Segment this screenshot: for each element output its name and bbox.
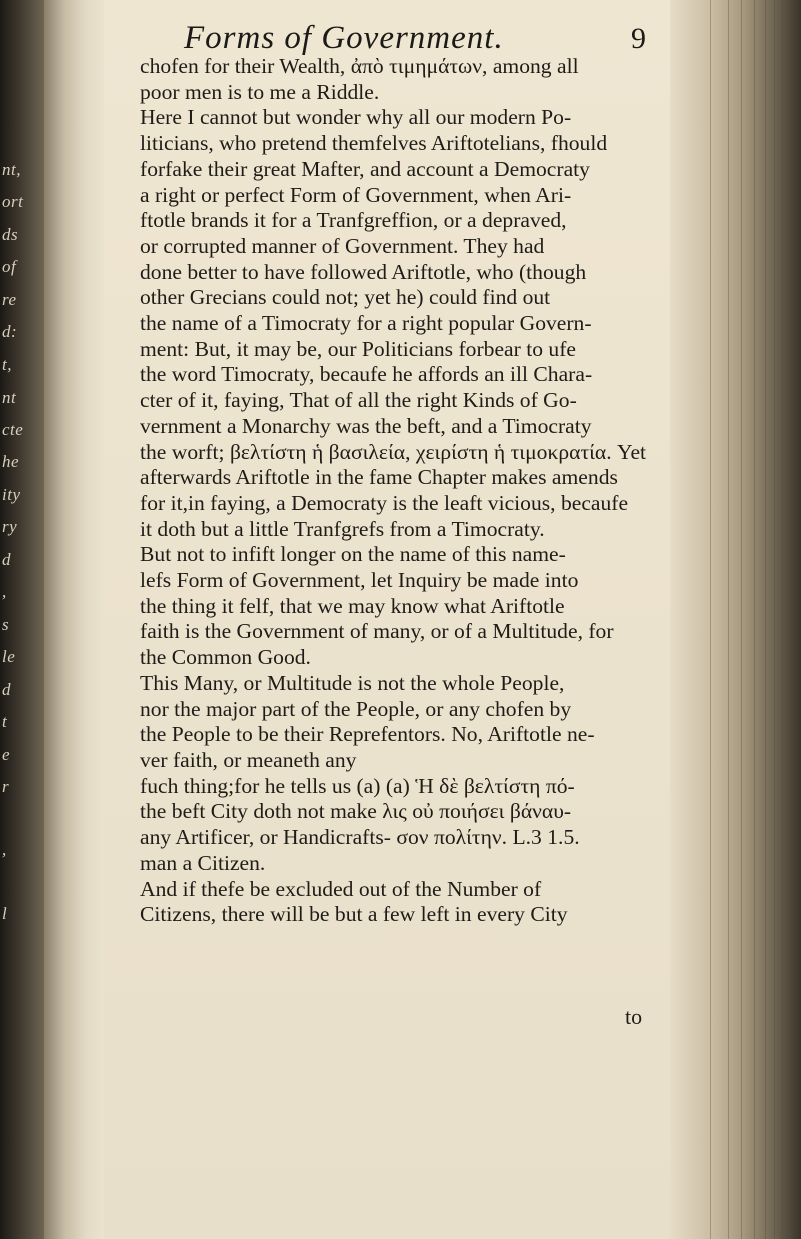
text-line: the thing it felf, that we may know what Ariftotle <box>140 593 565 618</box>
adjacent-page-fragment: ity <box>2 485 21 504</box>
text-line: forfake their great Mafter, and account a Democraty <box>140 156 590 181</box>
adjacent-page-fragment: nt <box>2 388 17 407</box>
text-line: And if thefe be excluded out of the Number of <box>140 876 542 901</box>
text-line: done better to have followed Ariftotle, who (though <box>140 259 587 284</box>
text-line: the word Timocraty, becaufe he affords an ill Chara- <box>140 362 593 387</box>
adjacent-page-fragment: d <box>2 680 11 699</box>
text-line: Citizens, there will be but a few left in every City <box>140 902 568 927</box>
text-line: the beft City doth not make λις οὐ ποιήσει βάναυ- <box>140 799 572 824</box>
adjacent-page-fragment: s <box>2 615 10 634</box>
adjacent-page-edge <box>0 0 44 1239</box>
text-line: other Grecians could not; yet he) could find out <box>140 285 551 310</box>
adjacent-page-fragment: d: <box>2 322 18 341</box>
text-line: man a Citizen. <box>140 850 266 875</box>
text-line: faith is the Government of many, or of a Multitude, for <box>140 619 614 644</box>
page-number: 9 <box>631 22 646 55</box>
text-line: a right or perfect Form of Government, when Ari- <box>140 182 572 207</box>
running-head: Forms of Government. <box>184 20 504 56</box>
book-gutter <box>44 0 104 1239</box>
text-line: the worft; βελτίστη ἡ βασιλεία, χειρίστη ἡ τιμοκρατία. Yet <box>140 439 647 464</box>
adjacent-page-fragment: t <box>2 712 8 731</box>
text-line: any Artificer, or Handicrafts- σον πολίτην. L.3 1.5. <box>140 825 580 850</box>
text-line: or corrupted manner of Government. They had <box>140 233 545 258</box>
text-line: fuch thing;for he tells us (a) (a) Ἡ δὲ βελτίστη πό- <box>140 773 575 798</box>
body-text <box>140 54 660 928</box>
page-edge-stack <box>670 0 801 1239</box>
text-line: liticians, who pretend themfelves Ariftotelians, fhould <box>140 131 608 156</box>
adjacent-page-fragment: r <box>2 777 10 796</box>
adjacent-page-fragment: t, <box>2 355 12 374</box>
text-line: nor the major part of the People, or any chofen by <box>140 696 572 721</box>
adjacent-page-fragment: ds <box>2 225 19 244</box>
adjacent-page-fragment: e <box>2 745 11 764</box>
adjacent-page-fragment: l <box>2 904 8 923</box>
text-line: poor men is to me a Riddle. <box>140 79 380 104</box>
text-line: chofen for their Wealth, ἀπὸ τιμημάτων, among all <box>140 54 579 78</box>
adjacent-page-fragment: , <box>2 840 7 859</box>
text-line: vernment a Monarchy was the beft, and a Timocraty <box>140 413 592 438</box>
text-line: ment: But, it may be, our Politicians forbear to ufe <box>140 336 576 361</box>
text-line: cter of it, faying, That of all the right Kinds of Go- <box>140 388 577 413</box>
text-line: This Many, or Multitude is not the whole People, <box>140 670 565 695</box>
text-line: the name of a Timocraty for a right popular Govern- <box>140 311 592 336</box>
text-line: lefs Form of Government, let Inquiry be made into <box>140 568 579 593</box>
text-line: for it,in faying, a Democraty is the leaft vicious, becaufe <box>140 490 629 515</box>
adjacent-page-fragment: , <box>2 582 7 601</box>
adjacent-page-fragment: cte <box>2 420 24 439</box>
adjacent-page-fragment: of <box>2 257 17 276</box>
text-line: afterwards Ariftotle in the fame Chapter makes amends <box>140 465 618 490</box>
adjacent-page-fragment: le <box>2 647 16 666</box>
adjacent-page-fragment: re <box>2 290 17 309</box>
adjacent-page-fragment: d <box>2 550 11 569</box>
adjacent-page-fragment: nt, <box>2 160 21 179</box>
text-line: the Common Good. <box>140 645 311 670</box>
text-line: But not to infift longer on the name of this name- <box>140 542 566 567</box>
catchword: to <box>625 1004 643 1029</box>
text-line: ftotle brands it for a Tranfgreffion, or a depraved, <box>140 208 567 233</box>
adjacent-page-fragment: ort <box>2 192 24 211</box>
adjacent-page-fragment: ry <box>2 517 18 536</box>
adjacent-page-fragment: he <box>2 452 20 471</box>
text-line: Here I cannot but wonder why all our modern Po- <box>140 105 572 130</box>
text-line: ver faith, or meaneth any <box>140 747 357 772</box>
text-line: the People to be their Reprefentors. No, Ariftotle ne- <box>140 722 595 747</box>
text-line: it doth but a little Tranfgrefs from a Timocraty. <box>140 516 545 541</box>
